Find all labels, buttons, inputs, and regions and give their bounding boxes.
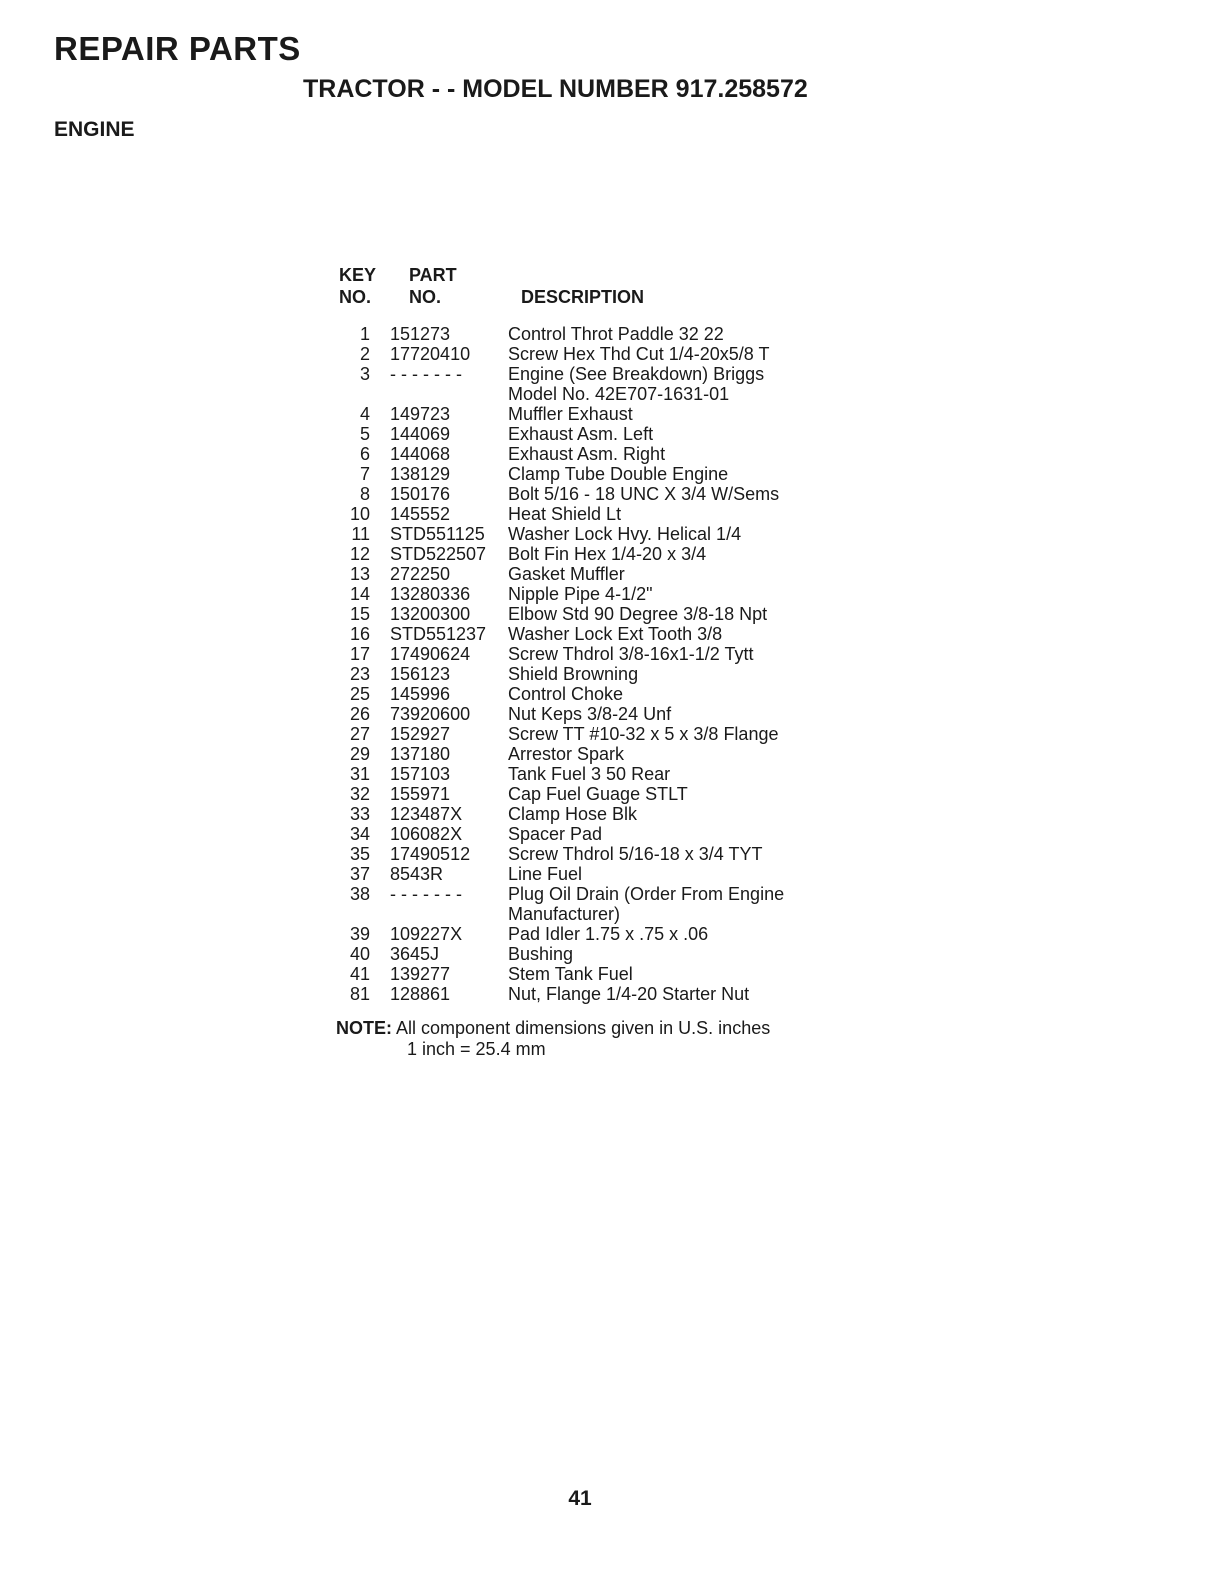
table-row bbox=[336, 644, 856, 664]
table-row bbox=[336, 864, 856, 884]
table-row bbox=[336, 564, 856, 584]
part-description: Arrestor Spark bbox=[508, 744, 625, 764]
part-no: 145552 bbox=[390, 504, 451, 524]
col-description-header: DESCRIPTION bbox=[521, 287, 645, 307]
part-no: STD522507 bbox=[390, 544, 487, 564]
part-description: Washer Lock Ext Tooth 3/8 bbox=[508, 624, 723, 644]
part-no: 13280336 bbox=[390, 584, 471, 604]
table-row bbox=[336, 724, 856, 744]
part-description: Control Throt Paddle 32 22 bbox=[508, 324, 724, 344]
part-description: Bushing bbox=[508, 944, 574, 964]
key-no: 5 bbox=[359, 424, 370, 444]
key-no: 35 bbox=[349, 844, 370, 864]
part-description: Stem Tank Fuel bbox=[508, 964, 633, 984]
part-no: 73920600 bbox=[390, 704, 471, 724]
table-row bbox=[336, 664, 856, 684]
key-no: 38 bbox=[349, 884, 370, 904]
table-row bbox=[336, 824, 856, 844]
note-line2: 1 inch = 25.4 mm bbox=[407, 1039, 546, 1059]
key-no: 37 bbox=[349, 864, 370, 884]
part-description: Screw Hex Thd Cut 1/4-20x5/8 T bbox=[508, 344, 770, 364]
part-no: 109227X bbox=[390, 924, 463, 944]
col-part-header-line2: NO. bbox=[409, 287, 442, 307]
table-row bbox=[336, 344, 856, 364]
key-no: 4 bbox=[359, 404, 370, 424]
part-no: 149723 bbox=[390, 404, 451, 424]
table-row bbox=[336, 584, 856, 604]
table-row bbox=[336, 524, 856, 544]
parts-table-body bbox=[336, 324, 856, 1004]
key-no: 10 bbox=[349, 504, 370, 524]
part-no: 128861 bbox=[390, 984, 451, 1004]
part-description: Nipple Pipe 4-1/2" bbox=[508, 584, 653, 604]
key-no: 41 bbox=[349, 964, 370, 984]
table-row bbox=[336, 764, 856, 784]
part-description: Heat Shield Lt bbox=[508, 504, 622, 524]
part-no: - - - - - - - bbox=[390, 884, 462, 904]
key-no: 31 bbox=[349, 764, 370, 784]
part-description: Shield Browning bbox=[508, 664, 639, 684]
section-title: ENGINE bbox=[54, 118, 135, 141]
part-no: 157103 bbox=[390, 764, 451, 784]
part-description: Nut, Flange 1/4-20 Starter Nut bbox=[508, 984, 750, 1004]
key-no: 40 bbox=[349, 944, 370, 964]
part-no: 17720410 bbox=[390, 344, 471, 364]
key-no: 26 bbox=[349, 704, 370, 724]
table-row bbox=[336, 944, 856, 964]
page-number: 41 bbox=[568, 1487, 592, 1510]
table-row bbox=[336, 844, 856, 864]
col-key-header-line1: KEY bbox=[339, 265, 377, 285]
part-description: Tank Fuel 3 50 Rear bbox=[508, 764, 671, 784]
parts-table-header bbox=[336, 264, 856, 324]
part-description: Gasket Muffler bbox=[508, 564, 625, 584]
part-no: 144069 bbox=[390, 424, 451, 444]
table-row bbox=[336, 704, 856, 724]
part-description: Elbow Std 90 Degree 3/8-18 Npt bbox=[508, 604, 768, 624]
key-no: 17 bbox=[349, 644, 370, 664]
part-no: STD551237 bbox=[390, 624, 487, 644]
table-row bbox=[336, 364, 856, 404]
note-label: NOTE: bbox=[336, 1018, 392, 1038]
table-row bbox=[336, 464, 856, 484]
table-row bbox=[336, 544, 856, 564]
parts-table bbox=[336, 264, 856, 1004]
part-description: Exhaust Asm. Right bbox=[508, 444, 666, 464]
table-row bbox=[336, 984, 856, 1004]
part-description: Clamp Tube Double Engine bbox=[508, 464, 729, 484]
part-description: Line Fuel bbox=[508, 864, 583, 884]
table-row bbox=[336, 404, 856, 424]
part-description: Muffler Exhaust bbox=[508, 404, 633, 424]
key-no: 81 bbox=[349, 984, 370, 1004]
part-description: Control Choke bbox=[508, 684, 624, 704]
page-title: REPAIR PARTS bbox=[54, 30, 301, 67]
part-no: 3645J bbox=[390, 944, 440, 964]
note bbox=[336, 1018, 856, 1060]
key-no: 32 bbox=[349, 784, 370, 804]
table-row bbox=[336, 504, 856, 524]
key-no: 7 bbox=[359, 464, 370, 484]
key-no: 14 bbox=[349, 584, 370, 604]
key-no: 6 bbox=[359, 444, 370, 464]
table-row bbox=[336, 324, 856, 344]
table-row bbox=[336, 744, 856, 764]
key-no: 23 bbox=[349, 664, 370, 684]
col-part-header-line1: PART bbox=[409, 265, 457, 285]
part-description: Washer Lock Hvy. Helical 1/4 bbox=[508, 524, 742, 544]
table-row bbox=[336, 484, 856, 504]
part-no: 139277 bbox=[390, 964, 451, 984]
part-description: Clamp Hose Blk bbox=[508, 804, 638, 824]
part-description: Engine (See Breakdown) Briggs Model No. 42E707-1631-01 bbox=[508, 364, 765, 404]
key-no: 16 bbox=[349, 624, 370, 644]
table-row bbox=[336, 964, 856, 984]
key-no: 13 bbox=[349, 564, 370, 584]
part-description: Screw Thdrol 3/8-16x1-1/2 Tytt bbox=[508, 644, 754, 664]
part-description: Pad Idler 1.75 x .75 x .06 bbox=[508, 924, 709, 944]
key-no: 34 bbox=[349, 824, 370, 844]
part-no: 156123 bbox=[390, 664, 451, 684]
key-no: 1 bbox=[359, 324, 370, 344]
part-description: Spacer Pad bbox=[508, 824, 603, 844]
table-row bbox=[336, 924, 856, 944]
part-no: 8543R bbox=[390, 864, 444, 884]
part-no: 123487X bbox=[390, 804, 463, 824]
part-description: Screw TT #10-32 x 5 x 3/8 Flange bbox=[508, 724, 779, 744]
key-no: 15 bbox=[349, 604, 370, 624]
part-no: 151273 bbox=[390, 324, 451, 344]
part-no: 152927 bbox=[390, 724, 451, 744]
key-no: 29 bbox=[349, 744, 370, 764]
part-no: 272250 bbox=[390, 564, 451, 584]
table-row bbox=[336, 424, 856, 444]
table-row bbox=[336, 604, 856, 624]
part-description: Cap Fuel Guage STLT bbox=[508, 784, 688, 804]
model-title: TRACTOR - - MODEL NUMBER 917.258572 bbox=[303, 75, 808, 103]
key-no: 8 bbox=[359, 484, 370, 504]
key-no: 11 bbox=[351, 524, 370, 544]
key-no: 25 bbox=[349, 684, 370, 704]
table-row bbox=[336, 784, 856, 804]
part-no: 17490624 bbox=[390, 644, 471, 664]
part-no: 145996 bbox=[390, 684, 451, 704]
part-no: 150176 bbox=[390, 484, 451, 504]
key-no: 12 bbox=[349, 544, 370, 564]
note-line1: All component dimensions given in U.S. inches bbox=[396, 1018, 771, 1038]
part-no: 17490512 bbox=[390, 844, 471, 864]
col-key-header-line2: NO. bbox=[339, 287, 372, 307]
part-no: 138129 bbox=[390, 464, 451, 484]
key-no: 2 bbox=[359, 344, 370, 364]
table-row bbox=[336, 684, 856, 704]
part-description: Bolt Fin Hex 1/4-20 x 3/4 bbox=[508, 544, 707, 564]
key-no: 33 bbox=[349, 804, 370, 824]
part-description: Nut Keps 3/8-24 Unf bbox=[508, 704, 672, 724]
part-no: 144068 bbox=[390, 444, 451, 464]
part-no: 106082X bbox=[390, 824, 463, 844]
table-row bbox=[336, 884, 856, 924]
key-no: 27 bbox=[349, 724, 370, 744]
part-no: 155971 bbox=[390, 784, 451, 804]
part-no: 13200300 bbox=[390, 604, 471, 624]
part-description: Screw Thdrol 5/16-18 x 3/4 TYT bbox=[508, 844, 763, 864]
part-description: Bolt 5/16 - 18 UNC X 3/4 W/Sems bbox=[508, 484, 780, 504]
key-no: 3 bbox=[359, 364, 370, 384]
part-description: Exhaust Asm. Left bbox=[508, 424, 654, 444]
part-no: STD551125 bbox=[390, 524, 485, 544]
table-row bbox=[336, 624, 856, 644]
table-row bbox=[336, 444, 856, 464]
table-row bbox=[336, 804, 856, 824]
part-description: Plug Oil Drain (Order From Engine Manufacturer) bbox=[508, 884, 785, 924]
part-no: - - - - - - - bbox=[390, 364, 462, 384]
part-no: 137180 bbox=[390, 744, 451, 764]
key-no: 39 bbox=[349, 924, 370, 944]
